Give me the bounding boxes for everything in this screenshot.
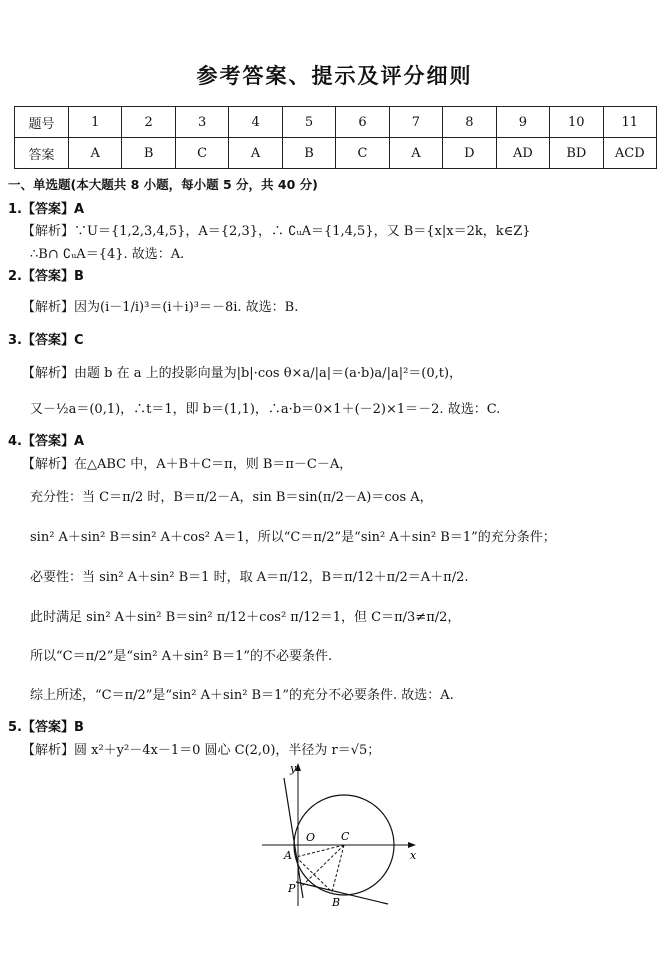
answer-cell: AD [496, 138, 549, 169]
table-row [15, 138, 657, 169]
section-heading: 一、单选题(本大题共 8 小题，每小题 5 分，共 40 分) [8, 177, 318, 192]
answer-cell: A [229, 138, 282, 169]
q1-conclusion: ∴B∩ ∁ᵤA＝{4}. 故选：A. [30, 247, 185, 262]
question-number-cell: 11 [603, 107, 656, 138]
q4-necessity: 必要性：当 sin² A＋sin² B＝1 时，取 A＝π/12，B＝π/12＋π/2＝A＋π/2. [30, 570, 469, 585]
answer-label: 答案 [15, 138, 69, 169]
label-y: y [290, 762, 297, 775]
question-number-cell: 8 [443, 107, 496, 138]
q4-summary: 综上所述，“C＝π/2”是“sin² A＋sin² B＝1”的充分不必要条件. 故选：A. [30, 688, 454, 703]
q2-analysis: 【解析】因为(i－1/i)³＝(i＋i)³＝－8i. 故选：B. [22, 300, 299, 315]
question-number-cell: 4 [229, 107, 282, 138]
q4-sufficiency-2: sin² A＋sin² B＝sin² A＋cos² A＝1，所以“C＝π/2”是“sin² A＋sin² B＝1”的充分条件； [30, 530, 556, 545]
question-number-cell: 1 [69, 107, 122, 138]
segment-cb [332, 845, 344, 892]
label-p: P [288, 882, 296, 895]
q4-analysis: 【解析】在△ABC 中，A＋B＋C＝π，则 B＝π－C－A， [22, 457, 353, 472]
answer-cell: C [336, 138, 389, 169]
answer-cell: BD [550, 138, 603, 169]
circle-tangent-figure [260, 758, 420, 908]
q5-analysis: 【解析】圆 x²＋y²－4x－1＝0 圆心 C(2,0)，半径为 r＝√5； [22, 743, 381, 758]
label-a: A [284, 849, 292, 862]
question-number-cell: 5 [282, 107, 335, 138]
question-number-cell: 6 [336, 107, 389, 138]
q1-analysis: 【解析】∵U＝{1,2,3,4,5}，A＝{2,3}，∴ ∁ᵤA＝{1,4,5}，又 B＝{x|x＝2k，k∈Z} [22, 224, 531, 239]
table-row [15, 107, 657, 138]
answer-cell: B [122, 138, 175, 169]
answer-table [14, 106, 657, 169]
question-number-cell: 7 [389, 107, 442, 138]
segment-ca [296, 845, 344, 857]
q3-conclusion: 又－½a＝(0,1)，∴t＝1，即 b＝(1,1)，∴a·b＝0×1＋(－2)×1＝－2. 故选：C. [30, 402, 501, 417]
tangent-line-pa [284, 778, 303, 898]
q3-answer: 3.【答案】C [8, 333, 84, 348]
answer-cell: C [175, 138, 228, 169]
q4-necessity-3: 所以“C＝π/2”是“sin² A＋sin² B＝1”的不必要条件. [30, 649, 333, 664]
question-number-cell: 3 [175, 107, 228, 138]
label-c: C [341, 830, 350, 843]
answer-cell: ACD [603, 138, 656, 169]
answer-cell: D [443, 138, 496, 169]
answer-cell: A [389, 138, 442, 169]
q5-answer: 5.【答案】B [8, 720, 84, 735]
label-o: O [306, 831, 316, 844]
answer-cell: B [282, 138, 335, 169]
x-axis-arrow-icon [408, 842, 416, 848]
q4-sufficiency: 充分性：当 C＝π/2 时，B＝π/2－A，sin B＝sin(π/2－A)＝cos A， [30, 490, 433, 505]
q4-answer: 4.【答案】A [8, 434, 85, 449]
question-number-cell: 9 [496, 107, 549, 138]
answer-cell: A [69, 138, 122, 169]
q4-necessity-2: 此时满足 sin² A＋sin² B＝sin² π/12＋cos² π/12＝1，但 C＝π/3≠π/2， [30, 610, 461, 625]
q1-answer: 1.【答案】A [8, 202, 85, 217]
question-number-cell: 2 [122, 107, 175, 138]
label-x: x [410, 849, 417, 862]
question-number-cell: 10 [550, 107, 603, 138]
header-label: 题号 [15, 107, 69, 138]
page-title: 参考答案、提示及评分细则 [196, 64, 473, 88]
label-b: B [332, 896, 341, 908]
q3-analysis: 【解析】由题 b 在 a 上的投影向量为|b|·cos θ×a/|a|＝(a·b)a/|a|²＝(0,t)， [22, 366, 463, 381]
q2-answer: 2.【答案】B [8, 269, 84, 284]
